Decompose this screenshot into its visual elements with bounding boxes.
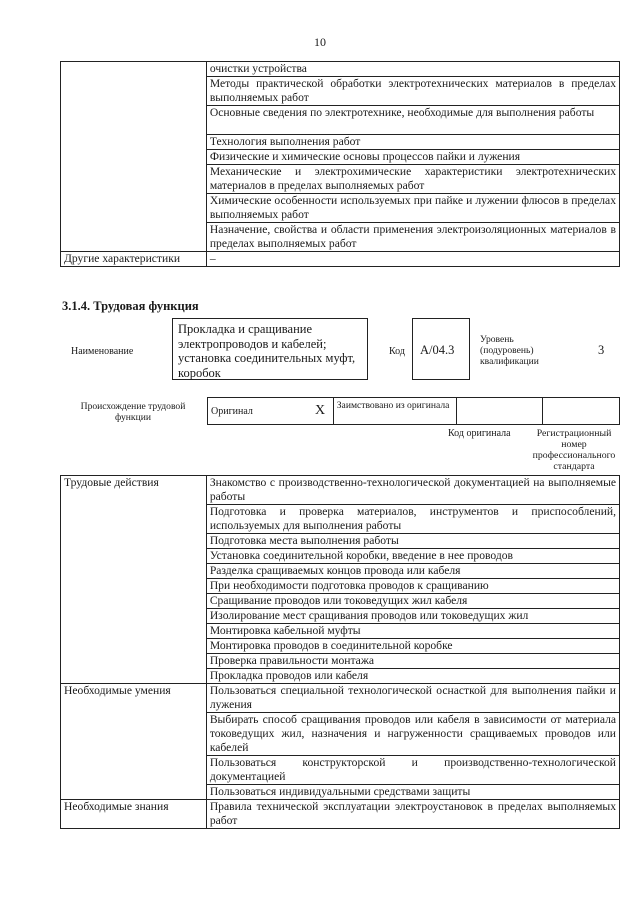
label-cell <box>61 62 207 252</box>
origin-label: Происхождение трудовой функции <box>80 401 186 423</box>
list-item: Подготовка и проверка материалов, инструментов и приспособлений, используемых для выполнения работы <box>206 505 619 534</box>
name-label: Наименование <box>71 346 134 357</box>
level-label: Уровень (подуровень) квалификации <box>480 334 539 367</box>
code-original-caption: Код оригинала <box>448 428 511 439</box>
code-label: Код <box>389 346 405 357</box>
list-item: Монтировка проводов в соединительной коробке <box>206 639 619 654</box>
borrowed-label: Заимствовано из оригинала <box>333 398 456 425</box>
table-row <box>61 476 620 505</box>
list-item: Физические и химические основы процессов пайки и лужения <box>206 150 619 165</box>
table-row <box>61 62 620 77</box>
list-item: Монтировка кабельной муфты <box>206 624 619 639</box>
table-row <box>61 800 620 829</box>
name-value: Прокладка и сращивание электропроводов и кабелей; установка соединительных муфт, коробок <box>178 322 356 380</box>
skills-label: Необходимые умения <box>61 684 207 800</box>
list-item: Основные сведения по электротехнике, необходимые для выполнения работы <box>206 106 619 135</box>
top-table <box>60 61 620 267</box>
list-item: Сращивание проводов или токоведущих жил кабеля <box>206 594 619 609</box>
list-item: очистки устройства <box>206 62 619 77</box>
list-item: Знакомство с производственно-технологической документацией на выполняемые работы <box>206 476 619 505</box>
list-item: Технология выполнения работ <box>206 135 619 150</box>
list-item: Изолирование мест сращивания проводов или токоведущих жил <box>206 609 619 624</box>
table-row <box>208 398 620 425</box>
reg-number-caption: Регистрационный номер профессионального стандарта <box>532 428 616 472</box>
list-item: Пользоваться конструкторской и производственно-технологической документацией <box>206 756 619 785</box>
list-item: Механические и электрохимические характеристики электротехнических материалов в пределах выполняемых работ <box>206 165 619 194</box>
code-value: A/04.3 <box>420 343 455 357</box>
list-item: Правила технической эксплуатации электроустановок в пределах выполняемых работ <box>206 800 619 829</box>
original-mark: X <box>307 398 333 425</box>
origin-table <box>207 397 620 425</box>
table-row <box>61 684 620 713</box>
labor-actions-label: Трудовые действия <box>61 476 207 684</box>
other-characteristics-label: Другие характеристики <box>61 252 207 267</box>
table-row <box>61 252 620 267</box>
list-item: Химические особенности используемых при пайке и лужении флюсов в пределах выполняемых работ <box>206 194 619 223</box>
original-code-cell <box>456 398 543 425</box>
level-value: 3 <box>598 343 605 357</box>
section-title: 3.1.4. Трудовая функция <box>62 299 199 313</box>
list-item: Пользоваться индивидуальными средствами защиты <box>206 785 619 800</box>
page-number: 10 <box>314 35 326 49</box>
list-item: Разделка сращиваемых концов провода или кабеля <box>206 564 619 579</box>
list-item: Проверка правильности монтажа <box>206 654 619 669</box>
list-item: Пользоваться специальной технологической оснасткой для выполнения пайки и лужения <box>206 684 619 713</box>
list-item: При необходимости подготовка проводов к сращиванию <box>206 579 619 594</box>
list-item: Выбирать способ сращивания проводов или кабеля в зависимости от материала токоведущих жил, назначения и нагруженности сращиваемых проводов или кабелей <box>206 713 619 756</box>
list-item: Прокладка проводов или кабеля <box>206 669 619 684</box>
list-item: Подготовка места выполнения работы <box>206 534 619 549</box>
knowledge-label: Необходимые знания <box>61 800 207 829</box>
list-item: Установка соединительной коробки, введение в нее проводов <box>206 549 619 564</box>
list-item: Назначение, свойства и области применения электроизоляционных материалов в пределах выполняемых работ <box>206 223 619 252</box>
other-characteristics-value: – <box>206 252 619 267</box>
original-label: Оригинал <box>208 398 308 425</box>
reg-number-cell <box>543 398 620 425</box>
main-table <box>60 475 620 829</box>
list-item: Методы практической обработки электротехнических материалов в пределах выполняемых работ <box>206 77 619 106</box>
